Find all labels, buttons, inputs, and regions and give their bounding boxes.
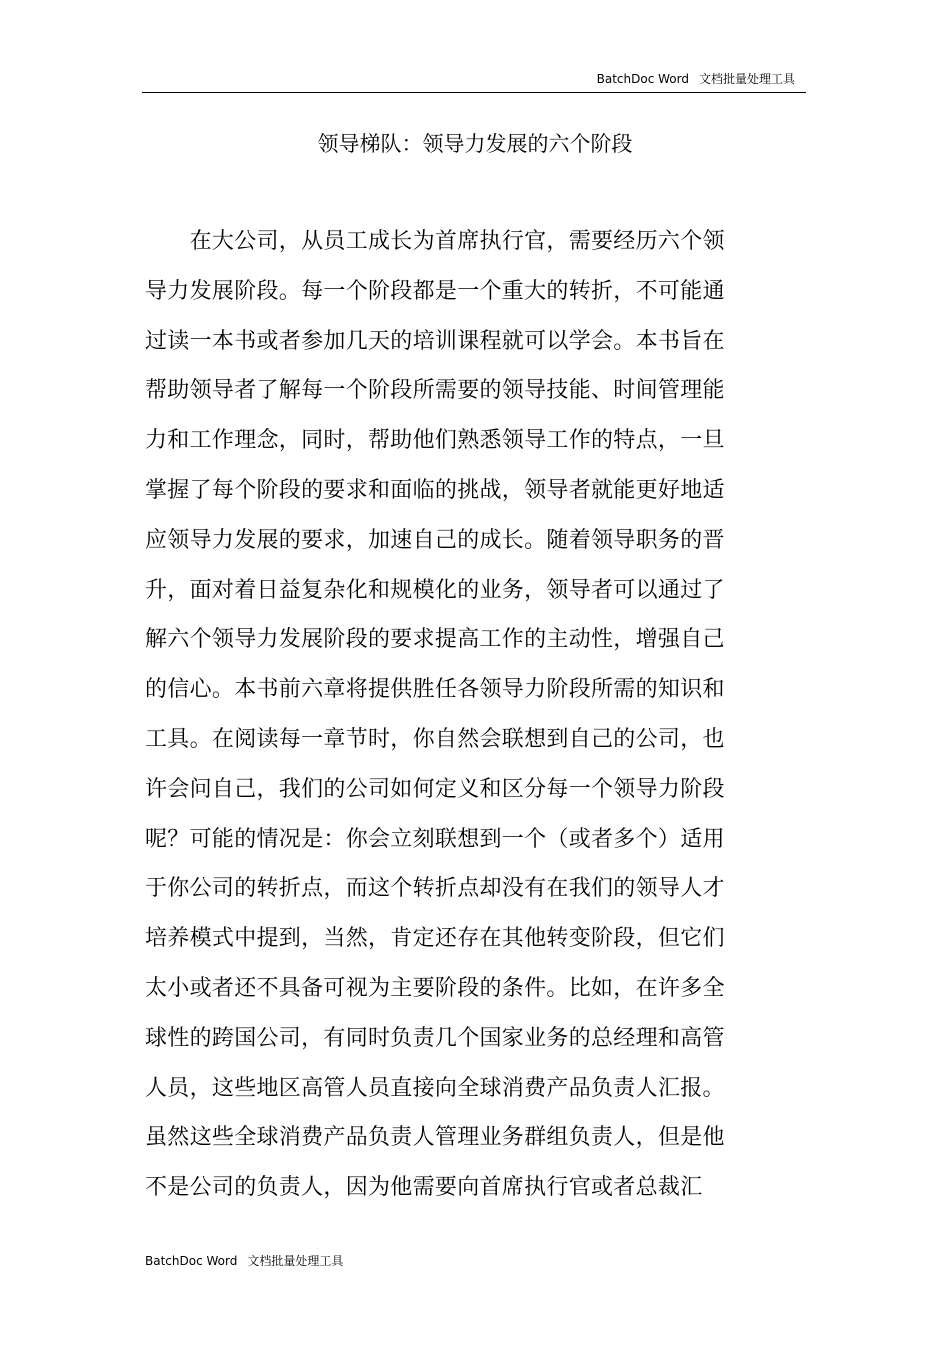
body-line: 应领导力发展的要求，加速自己的成长。随着领导职务的晋 [145,527,725,553]
body-line: 导力发展阶段。每一个阶段都是一个重大的转折，不可能通 [145,278,725,304]
body-line: 太小或者还不具备可视为主要阶段的条件。比如，在许多全 [145,975,725,1001]
body-line: 呢？可能的情况是：你会立刻联想到一个（或者多个）适用 [145,826,725,852]
header-tool: 文档批量处理工具 [698,72,795,86]
body-line: 工具。在阅读每一章节时，你自然会联想到自己的公司，也 [145,726,725,752]
page-footer [145,1252,343,1269]
document-title: 领导梯队：领导力发展的六个阶段 [317,132,633,156]
body-line: 帮助领导者了解每一个阶段所需要的领导技能、时间管理能 [145,378,725,404]
body-line: 的信心。本书前六章将提供胜任各领导力阶段所需的知识和 [145,677,725,703]
header-divider [142,92,806,93]
body-line: 解六个领导力发展阶段的要求提高工作的主动性，增强自己 [145,627,725,653]
body-line: 于你公司的转折点，而这个转折点却没有在我们的领导人才 [145,876,725,902]
body-line: 球性的跨国公司，有同时负责几个国家业务的总经理和高管 [145,1025,725,1051]
body-line: 培养模式中提到，当然，肯定还存在其他转变阶段，但它们 [145,926,725,952]
body-line: 力和工作理念，同时，帮助他们熟悉领导工作的特点，一旦 [145,428,725,454]
footer-brand: BatchDoc Word [145,1254,238,1268]
page-header [597,70,795,87]
header-brand: BatchDoc Word [596,72,689,86]
body-line: 升，面对着日益复杂化和规模化的业务，领导者可以通过了 [145,577,725,603]
body-line: 掌握了每个阶段的要求和面临的挑战，领导者就能更好地适 [145,477,725,503]
document-body [145,222,745,1218]
body-line: 许会问自己，我们的公司如何定义和区分每一个领导力阶段 [145,776,725,802]
body-line: 在大公司，从员工成长为首席执行官，需要经历六个领 [145,229,725,254]
body-line: 人员，这些地区高管人员直接向全球消费产品负责人汇报。 [145,1075,725,1101]
body-line: 虽然这些全球消费产品负责人管理业务群组负责人，但是他 [145,1125,725,1151]
body-line: 过读一本书或者参加几天的培训课程就可以学会。本书旨在 [145,328,725,354]
body-line: 不是公司的负责人，因为他需要向首席执行官或者总裁汇 [145,1175,703,1201]
footer-tool: 文档批量处理工具 [247,1254,344,1268]
